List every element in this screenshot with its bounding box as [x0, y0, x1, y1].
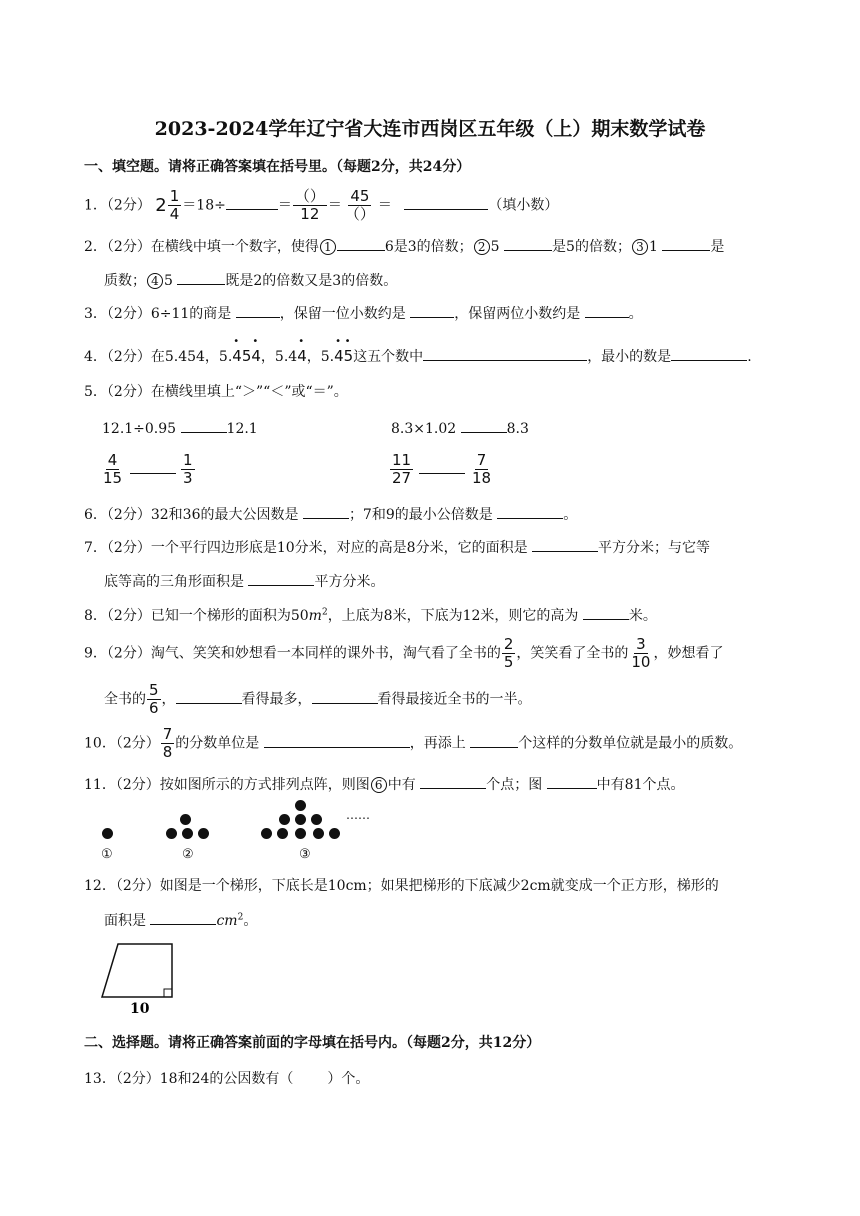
compare-d: $\frac{11}{27}$ $\frac{7}{18}$ [392, 451, 492, 487]
question-12: 12．（2分）如图是一个梯形，下底长是10cm；如果把梯形的下底减少2cm就变成一个正方形，梯形的 [84, 878, 719, 894]
answer-blank[interactable] [461, 418, 507, 433]
answer-blank[interactable] [497, 504, 563, 519]
dot [198, 828, 209, 839]
question-9-cont: 全书的 $\frac{5}{6}$ ， 看得最多， 看得最接近全书的一半。 [104, 681, 532, 717]
figure-label-3: ③ [299, 847, 311, 862]
answer-blank[interactable] [662, 236, 710, 251]
dot [295, 814, 306, 825]
repeating-digit: • 5 [344, 347, 354, 365]
dot [166, 828, 177, 839]
section-fill-in-heading: 一、填空题。请将正确答案填在括号里。（每题2分，共24分） [84, 159, 471, 175]
circled-number: 6 [371, 777, 387, 793]
answer-blank[interactable] [312, 689, 378, 704]
answer-blank[interactable] [423, 346, 587, 361]
answer-blank[interactable] [504, 236, 552, 251]
question-8: 8．（2分）已知一个梯形的面积为$50m^2$，上底为8米，下底为12米，则它的高为 米。 [84, 605, 657, 625]
repeating-digit: • 4 [251, 347, 261, 365]
answer-blank[interactable] [303, 504, 349, 519]
circled-number: 3 [632, 239, 648, 255]
answer-blank[interactable] [419, 459, 465, 474]
compare-a: 12.1÷0.95 12.1 [102, 418, 258, 437]
fraction-45-blank: $\frac{45}{()}$ [344, 187, 375, 223]
dot [295, 828, 306, 839]
question-5: 5．（2分）在横线里填上“＞”“＜”或“＝”。 [84, 384, 348, 400]
question-13: 13．（2分）18和24的公因数有（ ）个。 [84, 1071, 370, 1087]
answer-blank[interactable] [176, 689, 242, 704]
circled-number: 1 [320, 239, 336, 255]
answer-blank[interactable] [177, 270, 225, 285]
dot [313, 828, 324, 839]
question-2-cont: 质数； 4 5 既是2的倍数又是3的倍数。 [104, 270, 397, 290]
answer-blank[interactable] [671, 346, 747, 361]
answer-blank[interactable] [583, 605, 629, 620]
answer-blank[interactable] [248, 571, 314, 586]
answer-blank[interactable] [264, 733, 410, 748]
right-angle-mark [164, 989, 172, 997]
answer-blank[interactable] [150, 910, 216, 925]
question-12-cont: 面积是 $cm^2$。 [104, 910, 257, 930]
dot [182, 828, 193, 839]
page-title: 2023-2024学年辽宁省大连市西岗区五年级（上）期末数学试卷 [154, 118, 706, 140]
trapezoid-figure [98, 940, 178, 1018]
question-6: 6．（2分）32和36的最大公因数是 ；7和9的最小公倍数是 。 [84, 504, 577, 524]
base-length-label: 10 [130, 1001, 150, 1017]
question-9: 9．（2分）淘气、笑笑和妙想看一本同样的课外书，淘气看了全书的 $\frac{2}{5}$ ，笑笑看了全书的 $\frac{3}{10}$ ，妙想看了 [84, 635, 724, 671]
answer-blank[interactable] [585, 303, 629, 318]
question-4: 4．（2分）在5.454，5.• 45• 4，5.4• 4，5.• 4• 5这五个数中 ，最小的数是 . [84, 346, 752, 366]
repeating-digit: • 4 [297, 347, 307, 365]
answer-blank[interactable] [532, 537, 598, 552]
repeating-digit: • 4 [334, 347, 344, 365]
section-choice-heading: 二、选择题。请将正确答案前面的字母填在括号内。（每题2分，共12分） [84, 1035, 541, 1051]
circled-number: 2 [474, 239, 490, 255]
fraction-1-4: $\frac{1}{4}$ [169, 187, 180, 223]
dot [329, 828, 340, 839]
dot [102, 828, 113, 839]
fraction-blank-12: $\frac{()}{12}$ [294, 187, 325, 223]
dot [180, 814, 191, 825]
figure-label-2: ② [182, 847, 194, 862]
repeating-digit: • 4 [232, 347, 242, 365]
trapezoid-shape [102, 944, 172, 997]
answer-blank[interactable] [410, 303, 454, 318]
answer-blank[interactable] [236, 303, 280, 318]
answer-blank[interactable] [226, 195, 278, 210]
answer-blank[interactable] [337, 236, 385, 251]
compare-b: 8.3×1.02 8.3 [391, 418, 529, 437]
question-11: 11．（2分）按如图所示的方式排列点阵，则图 6 中有 个点；图 中有81个点。 [84, 774, 684, 794]
question-3: 3．（2分）6÷11的商是 ，保留一位小数约是 ，保留两位小数约是 。 [84, 303, 643, 323]
dot-pattern-figure [96, 800, 376, 864]
compare-c: $\frac{4}{15}$ $\frac{1}{3}$ [103, 451, 193, 487]
figure-label-1: ① [101, 847, 113, 862]
circled-number: 4 [147, 273, 163, 289]
dot [261, 828, 272, 839]
answer-blank[interactable] [404, 195, 488, 210]
dot [295, 800, 306, 811]
ellipsis: …… [346, 808, 370, 822]
answer-blank[interactable] [420, 774, 486, 789]
answer-blank[interactable] [470, 733, 518, 748]
question-10: 10．（2分） $\frac{7}{8}$ 的分数单位是 ，再添上 个这样的分数单位就是最小的质数。 [84, 725, 743, 761]
question-7-cont: 底等高的三角形面积是 平方分米。 [104, 571, 384, 591]
question-2: 2．（2分）在横线中填一个数字，使得 1 6是3的倍数； 2 5 是5的倍数； 3 1 是 [84, 236, 724, 256]
question-7: 7．（2分）一个平行四边形底是10分米，对应的高是8分米，它的面积是 平方分米；与它等 [84, 537, 710, 557]
dot [279, 814, 290, 825]
answer-blank[interactable] [547, 774, 597, 789]
question-1: 1．（2分） 2 $\frac{1}{4}$ ＝18÷ ＝ $\frac{()}{12}$ ＝ $\frac{45}{()}$ ＝ （填小数） [84, 187, 559, 223]
answer-blank[interactable] [181, 418, 227, 433]
dot [277, 828, 288, 839]
answer-blank[interactable] [130, 459, 176, 474]
dot [311, 814, 322, 825]
